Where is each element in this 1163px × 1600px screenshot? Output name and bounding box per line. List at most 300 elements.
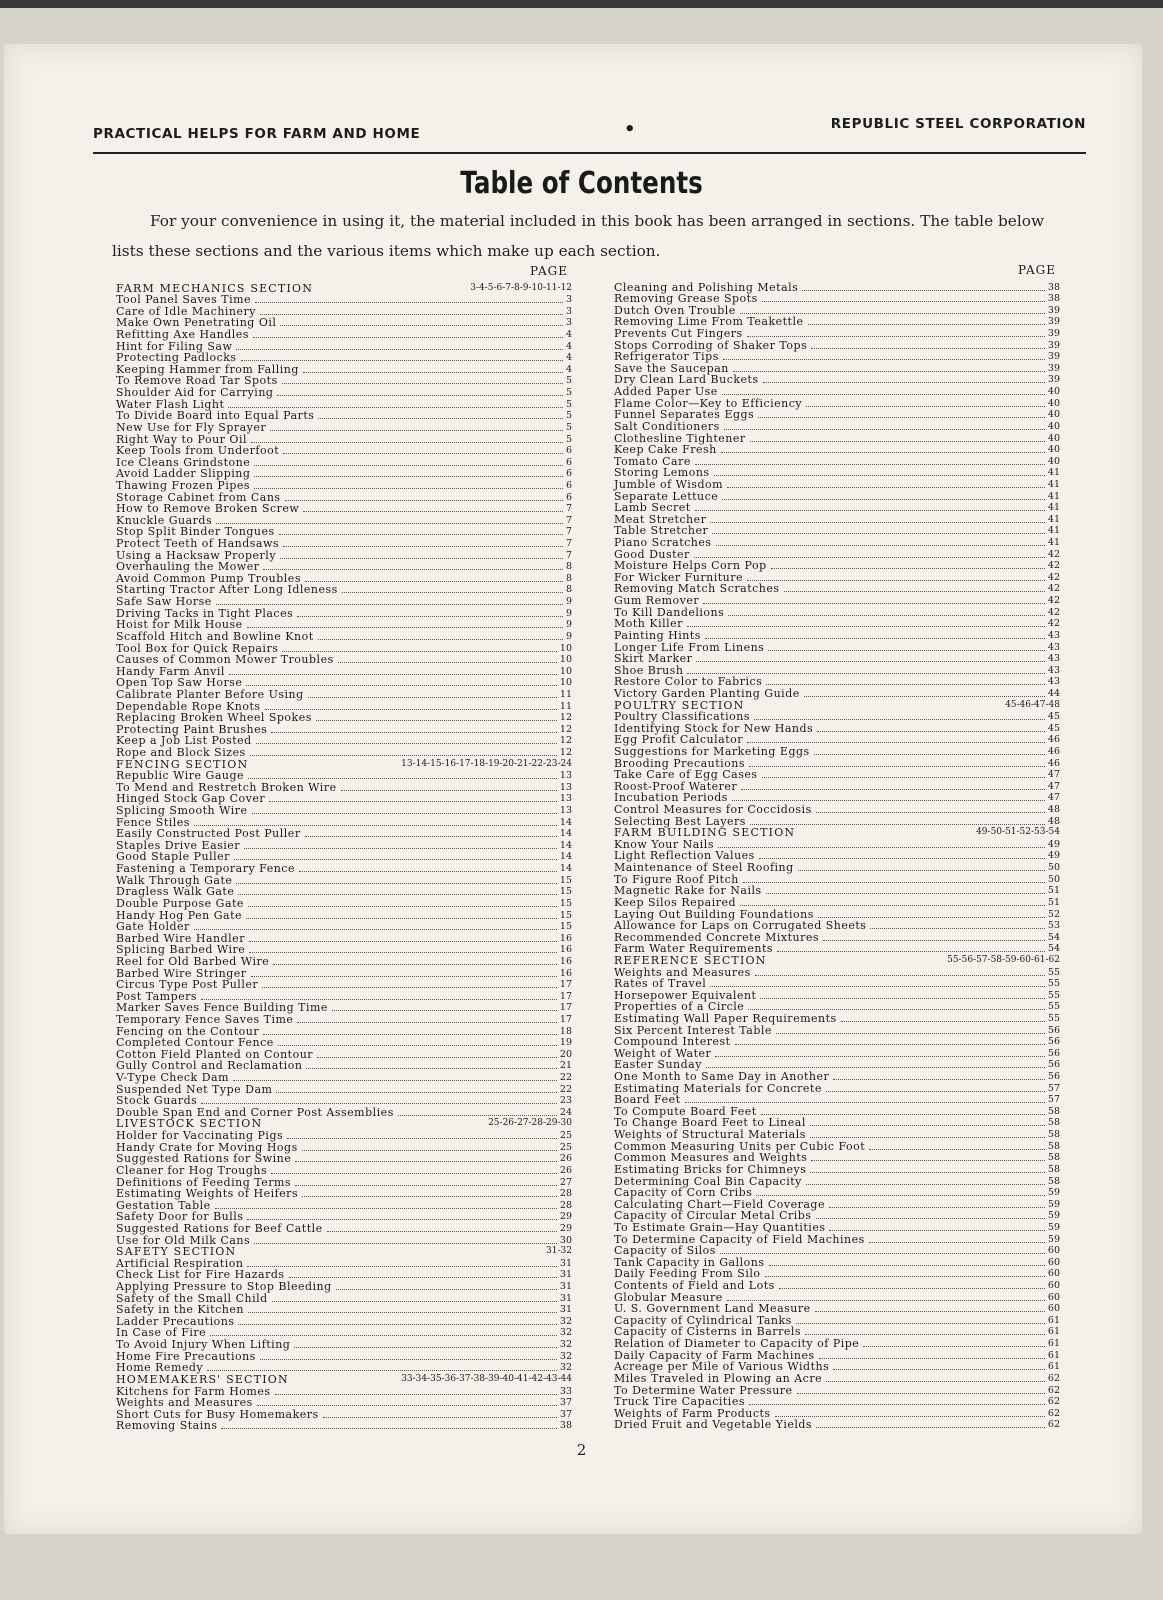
toc-entry (614, 931, 1060, 943)
toc-entry-page: 37 (559, 1408, 572, 1420)
toc-entry (614, 1070, 1060, 1082)
dot-leader (714, 475, 1045, 476)
toc-entry-label: Care of Idle Machinery (116, 304, 256, 318)
toc-entry-page: 20 (559, 1048, 572, 1060)
dot-leader (816, 1427, 1045, 1428)
toc-entry (614, 803, 1060, 815)
toc-entry-page: 58 (1047, 1152, 1060, 1164)
toc-entry-label: Funnel Separates Eggs (614, 408, 755, 422)
toc-entry-label: Piano Scratches (614, 536, 712, 550)
dot-leader (755, 975, 1045, 976)
toc-entry-label: In Case of Fire (116, 1326, 207, 1340)
toc-entry-page: 42 (1047, 548, 1060, 560)
toc-entry-label: Hoist for Milk House (116, 618, 243, 632)
toc-entry (614, 339, 1060, 351)
toc-left-column (116, 264, 572, 1431)
toc-entry-page: 46 (1047, 757, 1060, 769)
toc-entry-label: Completed Contour Fence (116, 1036, 274, 1050)
toc-entry-page: 4 (565, 352, 572, 364)
dot-leader (810, 1125, 1045, 1126)
toc-entry-label: To Compute Board Feet (614, 1104, 757, 1118)
toc-entry-label: Easily Constructed Post Puller (116, 827, 301, 841)
toc-entry-label: Gum Remover (614, 594, 700, 608)
dot-leader (779, 1288, 1045, 1289)
dot-leader (260, 314, 563, 315)
toc-entry-page: 7 (565, 549, 572, 561)
toc-entry-page: 41 (1047, 525, 1060, 537)
toc-entry (116, 561, 572, 573)
toc-entry (614, 1175, 1060, 1187)
toc-entry (116, 1222, 572, 1234)
dot-leader (241, 360, 563, 361)
header-publisher: REPUBLIC STEEL CORPORATION (830, 116, 1086, 132)
toc-entry-page: 13 (559, 793, 572, 805)
toc-entry-page: 48 (1047, 815, 1060, 827)
toc-entry (614, 1001, 1060, 1013)
toc-entry-page: 39 (1047, 362, 1060, 374)
dot-leader (299, 871, 557, 872)
toc-entry-page: 13-14-15-16-17-18-19-20-21-22-23-24 (401, 758, 572, 769)
toc-entry (116, 1397, 572, 1409)
toc-entry-page: 46 (1047, 745, 1060, 757)
toc-entry-label: Estimating Weights of Heifers (116, 1187, 299, 1201)
toc-entry (116, 1211, 572, 1223)
dot-leader (808, 324, 1045, 325)
toc-entry (116, 363, 572, 375)
toc-entry-page: 16 (559, 944, 572, 956)
toc-entry (116, 1129, 572, 1141)
toc-entry (614, 978, 1060, 990)
toc-entry (614, 1268, 1060, 1280)
toc-entry-label: Identifying Stock for New Hands (614, 721, 814, 735)
toc-entry (614, 1245, 1060, 1257)
toc-entry-page: 42 (1047, 571, 1060, 583)
toc-entry (614, 687, 1060, 699)
toc-entry-label: Separate Lettuce (614, 489, 719, 503)
toc-entry-page: 42 (1047, 618, 1060, 630)
toc-entry-page: 31 (559, 1304, 572, 1316)
toc-entry-label: Magnetic Rake for Nails (614, 884, 762, 898)
toc-entry (614, 1361, 1060, 1373)
toc-entry (116, 712, 572, 724)
toc-entry-label: Protecting Paint Brushes (116, 722, 268, 736)
toc-entry-page: 39 (1047, 328, 1060, 340)
toc-entry-page: 11 (559, 688, 572, 700)
toc-entry-label: Storing Lemons (614, 466, 710, 480)
toc-entry (614, 594, 1060, 606)
toc-entry-label: Properties of a Circle (614, 1000, 745, 1014)
dot-leader (303, 511, 563, 512)
toc-entry-label: Egg Profit Calculator (614, 733, 744, 747)
toc-entry-page: 57 (1047, 1094, 1060, 1106)
toc-entry (116, 909, 572, 921)
toc-entry (116, 1304, 572, 1316)
toc-entry-label: Painting Hints (614, 628, 701, 642)
toc-entry (614, 850, 1060, 862)
dot-leader (308, 697, 557, 698)
toc-entry-page: 45 (1047, 722, 1060, 734)
dot-leader (805, 1334, 1045, 1335)
toc-entry (116, 352, 572, 364)
toc-entry-label: Right Way to Pour Oil (116, 432, 247, 446)
toc-entry (116, 1141, 572, 1153)
toc-entry-page: 54 (1047, 931, 1060, 943)
toc-entry (116, 1002, 572, 1014)
toc-entry (116, 804, 572, 816)
toc-entry (116, 874, 572, 886)
toc-entry-page: 12 (559, 712, 572, 724)
toc-entry (614, 734, 1060, 746)
toc-entry (116, 921, 572, 933)
toc-entry-label: Roost-Proof Waterer (614, 779, 738, 793)
dot-leader (766, 684, 1045, 685)
dot-leader (733, 371, 1045, 372)
toc-entry (116, 1350, 572, 1362)
toc-entry-page: 40 (1047, 420, 1060, 432)
toc-entry (116, 932, 572, 944)
toc-entry-label: Handy Crate for Moving Hogs (116, 1140, 298, 1154)
dot-leader (236, 883, 557, 884)
toc-entry-label: Starting Tractor After Long Idleness (116, 583, 338, 597)
dot-leader (863, 1346, 1045, 1347)
toc-entry-label: Refrigerator Tips (614, 350, 719, 364)
toc-entry-label: Capacity of Cisterns in Barrels (614, 1325, 801, 1339)
toc-entry-page: 4 (565, 329, 572, 341)
toc-entry-page: 5 (565, 421, 572, 433)
toc-entry (116, 955, 572, 967)
toc-entry (116, 1199, 572, 1211)
dot-leader (724, 429, 1045, 430)
toc-entry (614, 653, 1060, 665)
toc-entry-label: To Change Board Feet to Lineal (614, 1116, 806, 1130)
toc-entry (116, 1071, 572, 1083)
toc-entry-label: Acreage per Mile of Various Widths (614, 1360, 830, 1374)
toc-entry-page: 55 (1047, 966, 1060, 978)
toc-entry-label: New Use for Fly Sprayer (116, 420, 267, 434)
toc-entry-label: Laying Out Building Foundations (614, 907, 814, 921)
toc-section-heading (116, 1118, 572, 1130)
toc-entry-label: Driving Tacks in Tight Places (116, 606, 294, 620)
dot-leader (732, 800, 1045, 801)
toc-entry (614, 536, 1060, 548)
toc-entry (116, 572, 572, 584)
dot-leader (283, 546, 563, 547)
toc-entry (614, 444, 1060, 456)
toc-entry (614, 397, 1060, 409)
dot-leader (341, 790, 557, 791)
toc-entry-page: 46 (1047, 734, 1060, 746)
toc-entry (116, 770, 572, 782)
dot-leader (285, 500, 563, 501)
toc-entry-page: 59 (1047, 1198, 1060, 1210)
toc-entry (116, 1280, 572, 1292)
toc-entry-label: Restore Color to Fabrics (614, 675, 763, 689)
toc-entry (614, 1326, 1060, 1338)
toc-entry-page: 21 (559, 1060, 572, 1072)
toc-entry-label: Safe Saw Horse (116, 595, 212, 609)
toc-entry (116, 1315, 572, 1327)
toc-entry-page: 6 (565, 479, 572, 491)
toc-entry-label: Thawing Frozen Pipes (116, 478, 251, 492)
dot-leader (720, 1253, 1045, 1254)
dot-leader (826, 1381, 1045, 1382)
dot-leader (238, 1324, 556, 1325)
toc-entry-label: Estimating Materials for Concrete (614, 1081, 822, 1095)
toc-entry-page: 8 (565, 584, 572, 596)
dot-leader (833, 1369, 1045, 1370)
toc-entry-label: Fastening a Temporary Fence (116, 862, 295, 876)
dot-leader (748, 1009, 1045, 1010)
toc-entry-page: 15 (559, 909, 572, 921)
dot-leader (221, 1428, 556, 1429)
toc-entry-label: Fencing on the Contour (116, 1024, 260, 1038)
toc-entry-label: Truck Tire Capacities (614, 1395, 745, 1409)
toc-entry-page: 8 (565, 561, 572, 573)
toc-entry (614, 641, 1060, 653)
dot-leader (829, 1230, 1044, 1231)
toc-entry (116, 340, 572, 352)
toc-entry (116, 1188, 572, 1200)
toc-entry (614, 327, 1060, 339)
toc-entry-label: Rope and Block Sizes (116, 745, 246, 759)
toc-entry-page: 40 (1047, 432, 1060, 444)
toc-entry-label: Common Measures and Weights (614, 1151, 808, 1165)
toc-entry (614, 664, 1060, 676)
toc-entry-page: 42 (1047, 560, 1060, 572)
toc-entry-label: Good Staple Puller (116, 850, 230, 864)
toc-entry-label: SAFETY SECTION (116, 1245, 237, 1259)
dot-leader (768, 650, 1045, 651)
dot-leader (236, 349, 563, 350)
toc-entry (116, 445, 572, 457)
toc-entry-page: 17 (559, 1014, 572, 1025)
toc-entry (614, 1047, 1060, 1059)
dot-leader (201, 1103, 557, 1104)
toc-entry-label: How to Remove Broken Screw (116, 502, 300, 516)
toc-entry-page: 15 (559, 886, 572, 898)
toc-entry (614, 861, 1060, 873)
header-publication-title: PRACTICAL HELPS FOR FARM AND HOME (93, 126, 421, 142)
toc-entry-page: 62 (1047, 1384, 1060, 1396)
dot-leader (804, 696, 1045, 697)
dot-leader (262, 987, 557, 988)
toc-entry-page: 60 (1047, 1280, 1060, 1292)
toc-entry (116, 526, 572, 538)
toc-entry-page: 40 (1047, 386, 1060, 398)
toc-entry-label: To Determine Capacity of Field Machines (614, 1232, 865, 1246)
toc-entry-page: 61 (1047, 1326, 1060, 1338)
dot-leader (342, 592, 563, 593)
toc-entry-label: Relation of Diameter to Capacity of Pipe (614, 1337, 860, 1351)
dot-leader (750, 441, 1045, 442)
toc-entry-page: 41 (1047, 502, 1060, 514)
dot-leader (254, 488, 563, 489)
toc-entry-label: Avoid Common Pump Troubles (116, 571, 301, 585)
toc-entry (116, 317, 572, 329)
dot-leader (229, 674, 557, 675)
dot-leader (302, 1150, 557, 1151)
toc-entry-label: Dependable Rope Knots (116, 699, 261, 713)
dot-leader (816, 1218, 1045, 1219)
toc-entry-label: Republic Wire Gauge (116, 769, 245, 783)
toc-entry-label: Scaffold Hitch and Bowline Knot (116, 629, 314, 643)
toc-entry (614, 583, 1060, 595)
dot-leader (234, 859, 557, 860)
toc-entry-page: 62 (1047, 1372, 1060, 1384)
dot-leader (810, 1172, 1045, 1173)
dot-leader (248, 1312, 557, 1313)
toc-entry-page: 9 (565, 630, 572, 642)
toc-entry-page: 44 (1047, 687, 1060, 699)
toc-entry-label: Protecting Padlocks (116, 351, 237, 365)
toc-entry (116, 665, 572, 677)
toc-entry-page: 16 (559, 967, 572, 979)
toc-entry-page: 62 (1047, 1419, 1060, 1431)
toc-entry-label: Gate Holder (116, 920, 190, 934)
dot-leader (705, 638, 1045, 639)
dot-leader (280, 325, 563, 326)
toc-entry (614, 293, 1060, 305)
toc-entry-page: 26 (559, 1164, 572, 1176)
toc-entry-page: 58 (1047, 1117, 1060, 1129)
dot-leader (254, 465, 563, 466)
toc-entry-page: 31 (559, 1269, 572, 1281)
toc-entry-label: Keep a Job List Posted (116, 734, 252, 748)
dot-leader (302, 1196, 557, 1197)
toc-entry (116, 642, 572, 654)
toc-entry-page: 60 (1047, 1256, 1060, 1268)
dot-leader (233, 1080, 557, 1081)
dot-leader (750, 824, 1045, 825)
toc-entry (614, 618, 1060, 630)
toc-entry (116, 735, 572, 747)
toc-entry-page: 33 (559, 1385, 572, 1397)
toc-entry-page: 55 (1047, 1001, 1060, 1013)
toc-section-heading (116, 282, 572, 294)
toc-entry-label: Calibrate Planter Before Using (116, 687, 304, 701)
toc-entry (116, 816, 572, 828)
toc-entry-page: 7 (565, 503, 572, 515)
toc-entry-label: FARM MECHANICS SECTION (116, 281, 314, 295)
toc-entry-page: 56 (1047, 1024, 1060, 1036)
dot-leader (194, 929, 557, 930)
dot-leader (749, 766, 1045, 767)
toc-entry-page: 39 (1047, 374, 1060, 386)
dot-leader (260, 1359, 557, 1360)
toc-entry (116, 1176, 572, 1188)
toc-entry-page: 19 (559, 1037, 572, 1049)
toc-entry-page: 45 (1047, 711, 1060, 723)
toc-entry-page: 39 (1047, 316, 1060, 328)
toc-entry-page: 57 (1047, 1082, 1060, 1094)
dot-leader (194, 825, 557, 826)
dot-leader (295, 1185, 557, 1186)
dot-leader (740, 313, 1045, 314)
toc-entry-label: Easter Sunday (614, 1058, 702, 1072)
toc-entry-page: 42 (1047, 595, 1060, 607)
toc-entry (614, 1233, 1060, 1245)
toc-entry (116, 723, 572, 735)
toc-entry (614, 374, 1060, 386)
toc-entry-page: 41 (1047, 467, 1060, 479)
toc-entry-label: To Estimate Grain—Hay Quantities (614, 1220, 826, 1234)
toc-entry (116, 1420, 572, 1432)
toc-entry-label: Circus Type Post Puller (116, 978, 259, 992)
toc-entry-label: Hint for Filing Saw (116, 339, 233, 353)
dot-leader (775, 1416, 1045, 1417)
dot-leader (703, 603, 1045, 604)
toc-entry-page: 12 (559, 735, 572, 747)
dot-leader (747, 580, 1045, 581)
toc-entry-page: 50 (1047, 873, 1060, 885)
dot-leader (722, 394, 1045, 395)
toc-entry-page: 45-46-47-48 (1005, 699, 1060, 710)
toc-entry (116, 897, 572, 909)
toc-entry-label: Fence Stiles (116, 815, 190, 829)
toc-entry (116, 1257, 572, 1269)
dot-leader (251, 442, 563, 443)
dot-leader (754, 719, 1045, 720)
toc-entry-label: Contents of Field and Lots (614, 1279, 775, 1293)
toc-entry-page: 60 (1047, 1291, 1060, 1303)
dot-leader (869, 1242, 1045, 1243)
toc-entry (116, 1083, 572, 1095)
toc-entry-page: 6 (565, 491, 572, 503)
dot-leader (295, 1161, 557, 1162)
dot-leader (727, 1300, 1045, 1301)
toc-entry-label: HOMEMAKERS' SECTION (116, 1372, 289, 1386)
dot-leader (727, 487, 1045, 488)
toc-entry-label: Tomato Care (614, 454, 691, 468)
toc-entry-page: 6 (565, 445, 572, 457)
toc-entry-page: 59 (1047, 1187, 1060, 1199)
toc-entry (614, 629, 1060, 641)
dot-leader (297, 616, 563, 617)
dot-leader (769, 1265, 1045, 1266)
intro-paragraph: For your convenience in using it, the material included in this book has been arranged in sections. The table below lists these sections and the various items which make up each section. (112, 212, 1045, 260)
dot-leader (272, 1301, 557, 1302)
toc-entry (116, 410, 572, 422)
toc-entry-label: Common Measuring Units per Cubic Foot (614, 1139, 866, 1153)
dot-leader (687, 673, 1045, 674)
toc-entry (614, 989, 1060, 1001)
dot-leader (283, 453, 563, 454)
dot-leader (282, 651, 557, 652)
toc-entry (116, 619, 572, 631)
dot-leader (696, 661, 1044, 662)
toc-entry-page: 62 (1047, 1407, 1060, 1419)
toc-entry (614, 1094, 1060, 1106)
toc-entry-label: Suggestions for Marketing Eggs (614, 744, 810, 758)
toc-entry (614, 920, 1060, 932)
dot-leader (303, 372, 563, 373)
toc-entry (116, 375, 572, 387)
toc-entry-label: Maintenance of Steel Roofing (614, 861, 794, 875)
dot-leader (761, 1114, 1045, 1115)
dot-leader (228, 407, 563, 408)
toc-entry-label: Removing Match Scratches (614, 582, 780, 596)
toc-entry (614, 1407, 1060, 1419)
toc-entry (614, 606, 1060, 618)
toc-entry-label: V-Type Check Dam (116, 1071, 229, 1085)
page-title: Table of Contents (460, 166, 703, 201)
dot-leader (762, 301, 1045, 302)
toc-entry-page: 14 (559, 851, 572, 863)
toc-entry-label: Selecting Best Layers (614, 814, 746, 828)
toc-entry-label: Tank Capacity in Gallons (614, 1255, 765, 1269)
dot-leader (247, 1266, 556, 1267)
dot-leader (247, 627, 563, 628)
